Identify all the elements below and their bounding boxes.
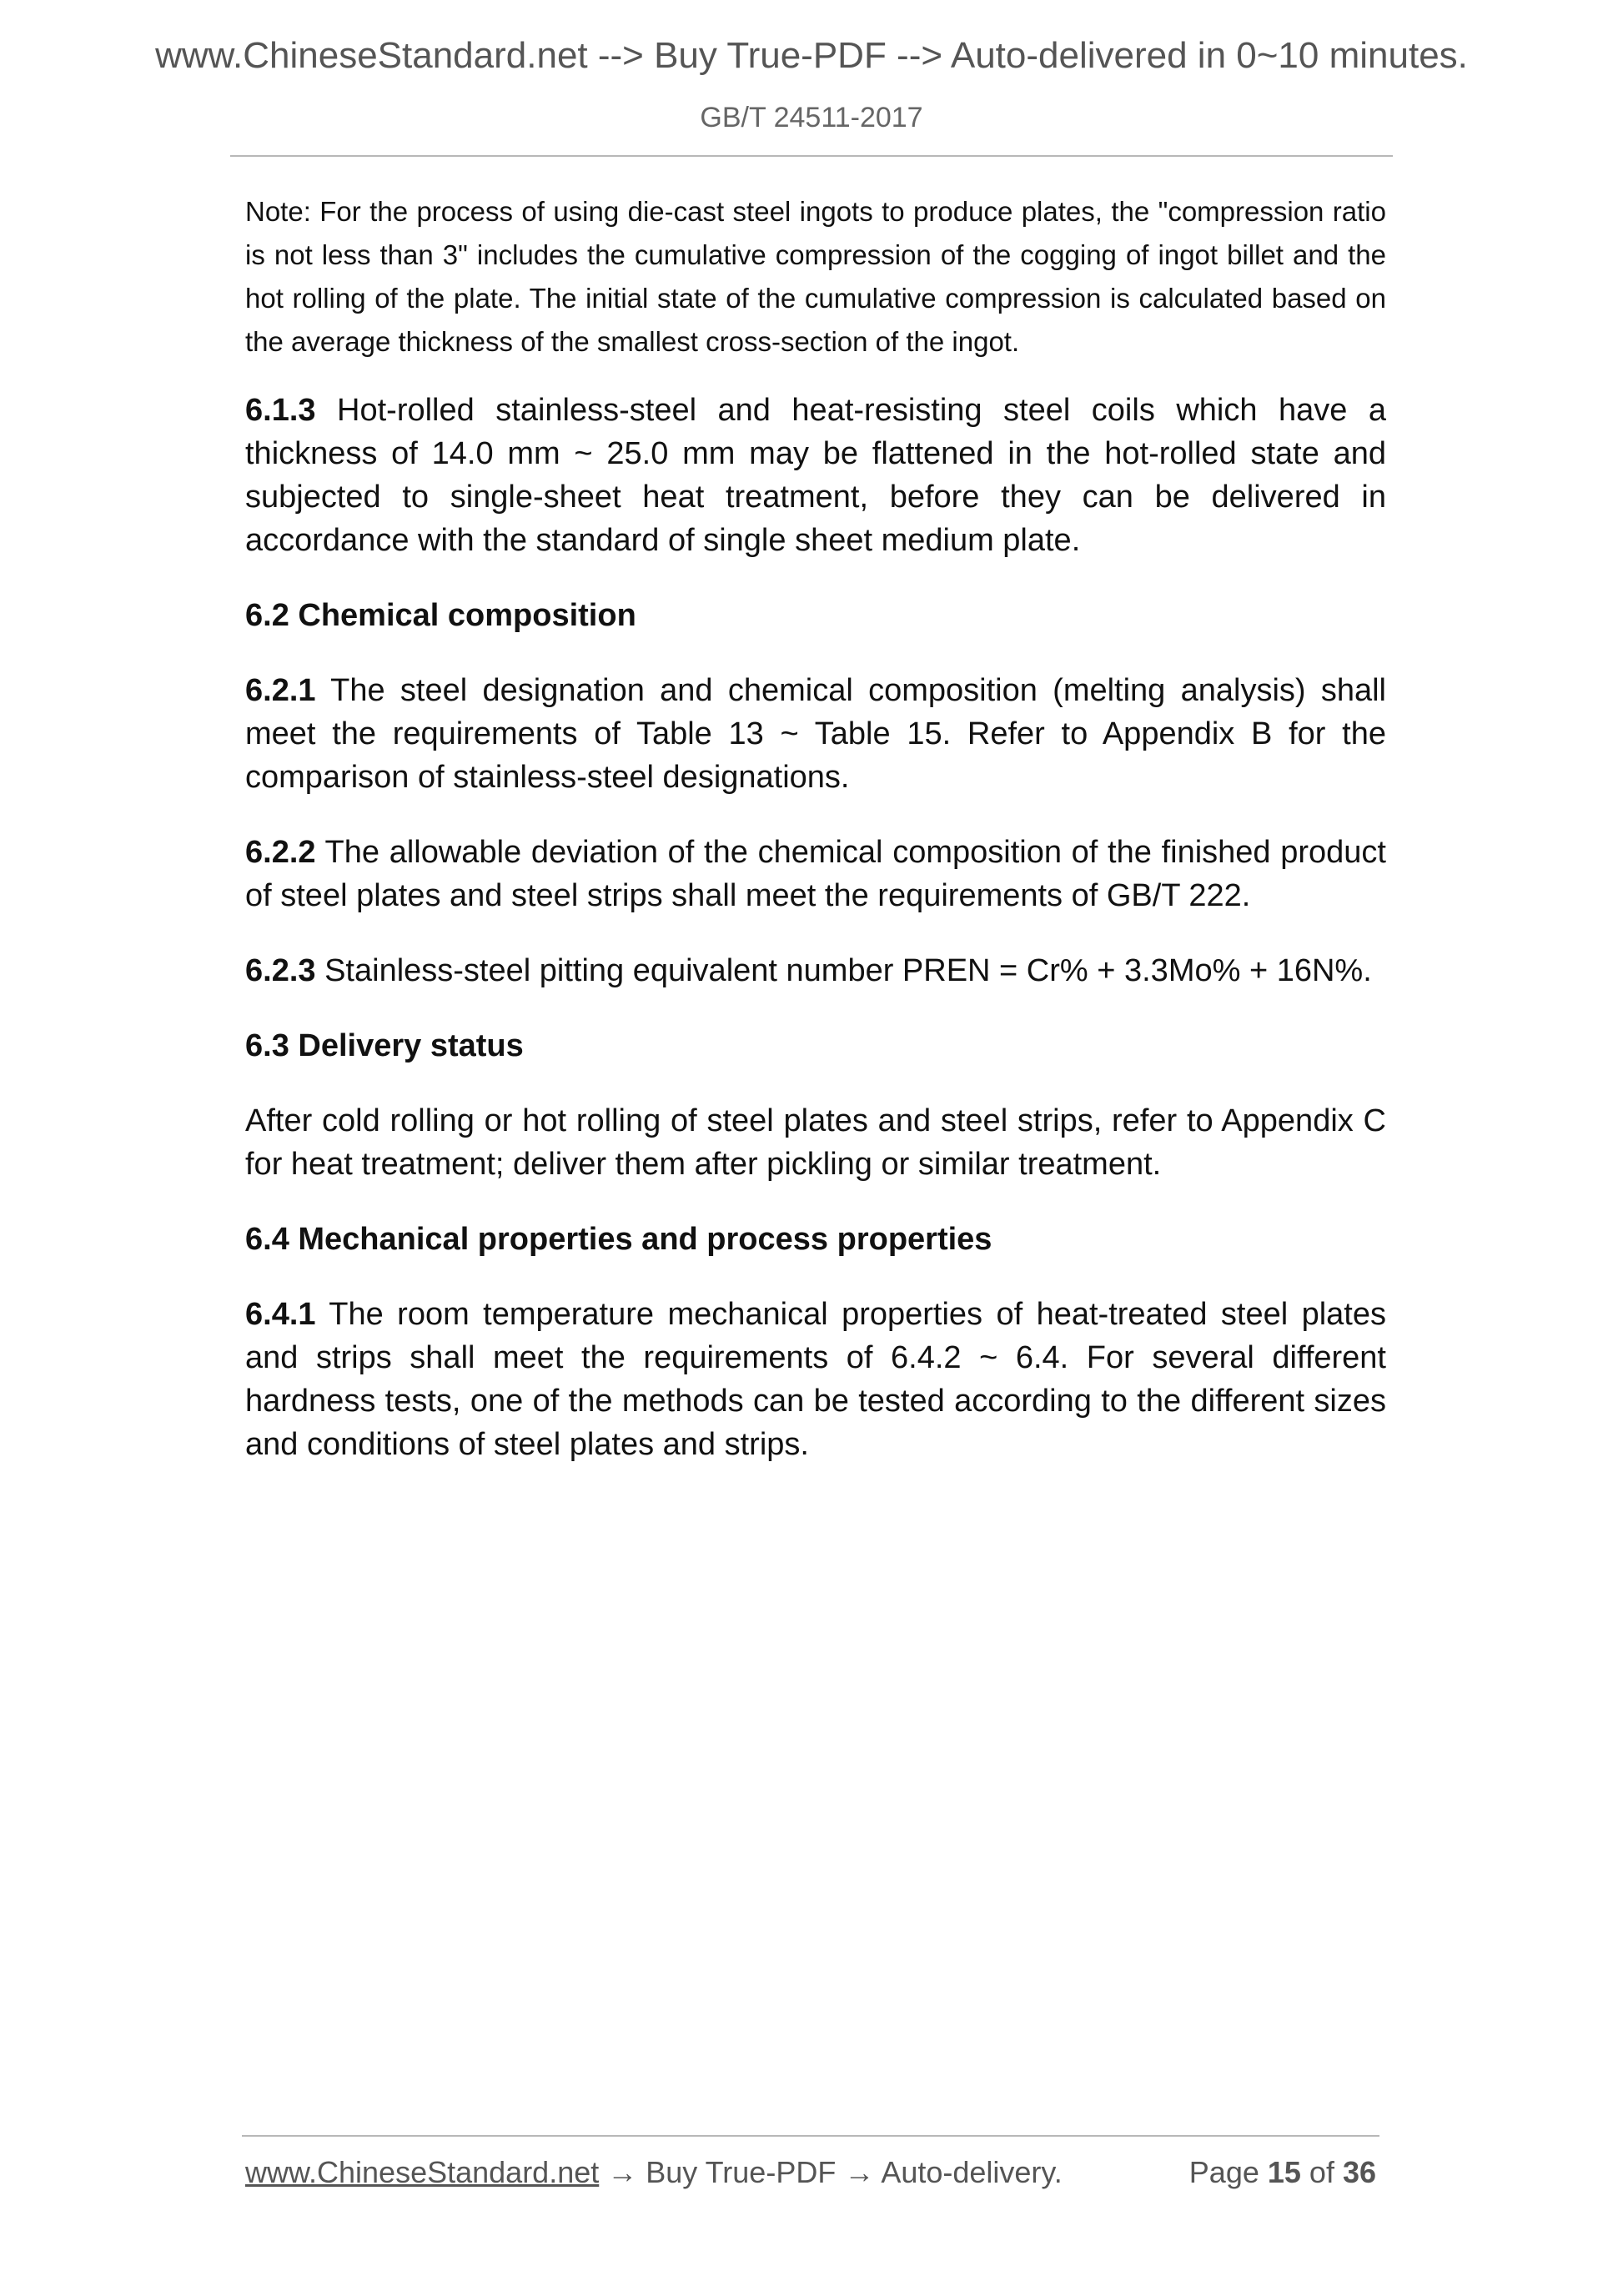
page-current: 15	[1267, 2155, 1301, 2189]
section-heading-6-4: 6.4 Mechanical properties and process properties	[245, 1222, 992, 1257]
clause-6-1-3	[245, 389, 1386, 562]
page-label: Page	[1188, 2155, 1268, 2189]
clause-number: 6.1.3	[245, 393, 316, 428]
section-heading-6-3: 6.3 Delivery status	[245, 1028, 524, 1063]
clause-text: The room temperature mechanical properties of heat-treated steel plates and strips shall meet the requirements of 6.4.2 ~ 6.4. For several different hardness tests, one of the methods can be tested according to the different sizes and conditions of steel plates and strips.	[245, 1297, 1386, 1462]
page-of: of	[1300, 2155, 1343, 2189]
page-indicator	[1189, 2155, 1376, 2190]
clause-6-2-2	[245, 831, 1386, 917]
clause-6-4-1	[245, 1293, 1386, 1466]
header-divider	[230, 155, 1393, 157]
clause-6-2-1	[245, 669, 1386, 799]
delivery-status-paragraph: After cold rolling or hot rolling of steel plates and steel strips, refer to Appendix C for heat treatment; deliver them after pickling or similar treatment.	[245, 1103, 1386, 1182]
clause-number: 6.4.1	[245, 1297, 316, 1332]
clause-text: The steel designation and chemical composition (melting analysis) shall meet the requirements of Table 13 ~ Table 15. Refer to Appendix B for the comparison of stainless-steel designations.	[245, 673, 1386, 795]
page-total: 36	[1342, 2155, 1376, 2189]
clause-number: 6.2.1	[245, 673, 316, 708]
section-heading-6-2: 6.2 Chemical composition	[245, 598, 636, 633]
footer-website-link[interactable]: www.ChineseStandard.net	[245, 2155, 600, 2189]
clause-number: 6.2.3	[245, 953, 316, 988]
clause-text: Stainless-steel pitting equivalent number PREN = Cr% + 3.3Mo% + 16N%.	[315, 953, 1372, 988]
note-paragraph: Note: For the process of using die-cast steel ingots to produce plates, the "compression ratio is not less than 3" includes the cumulative compression of the cogging of ingot billet and the hot rolling of the plate. The initial state of the cumulative compression is calculated based on the average thickness of the smallest cross-section of the ingot.	[245, 196, 1386, 357]
page-content	[245, 190, 1386, 1498]
top-banner: www.ChineseStandard.net --> Buy True-PDF --> Auto-delivered in 0~10 minutes.	[155, 35, 1468, 76]
clause-number: 6.2.2	[245, 835, 316, 870]
clause-text: Hot-rolled stainless-steel and heat-resisting steel coils which have a thickness of 14.0 mm ~ 25.0 mm may be flattened in the hot-rolled state and subjected to single-sheet heat treatment, before they can be delivered in accordance with the standard of single sheet medium plate.	[245, 393, 1386, 558]
footer-tagline: → Buy True-PDF → Auto-delivery.	[599, 2155, 1063, 2189]
clause-text: The allowable deviation of the chemical composition of the finished product of steel plates and steel strips shall meet the requirements of GB/T 222.	[245, 835, 1386, 913]
clause-6-2-3	[245, 949, 1386, 992]
document-id: GB/T 24511-2017	[700, 102, 923, 133]
page-footer	[245, 2155, 1376, 2190]
footer-divider	[242, 2135, 1379, 2137]
